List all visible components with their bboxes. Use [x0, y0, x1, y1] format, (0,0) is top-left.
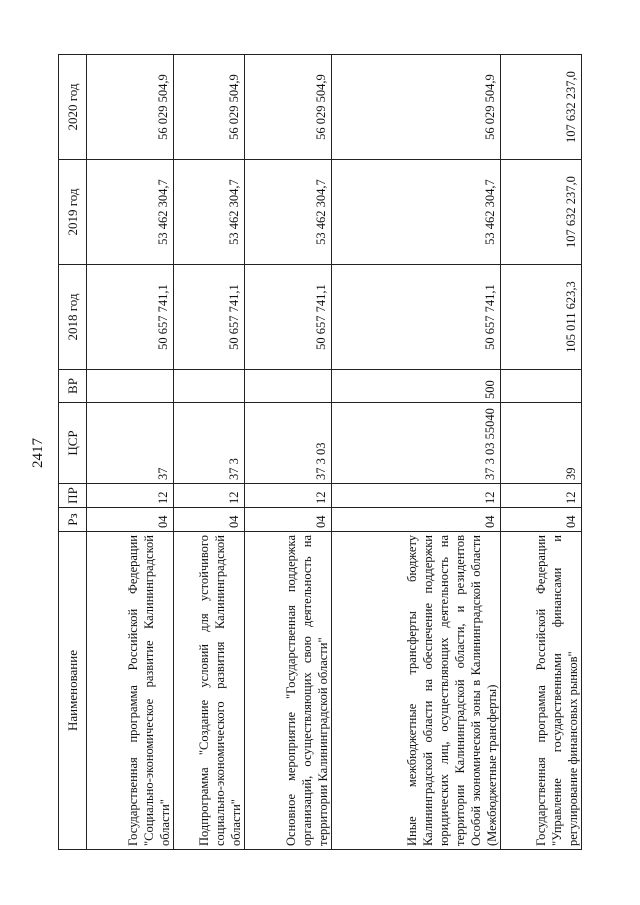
row-value-2019: 53 462 304,7 [174, 160, 245, 265]
row-value-2018: 50 657 741,1 [332, 265, 501, 370]
row-csr: 37 3 03 [245, 403, 332, 484]
budget-table-container [58, 55, 613, 850]
header-csr: ЦСР [59, 403, 87, 484]
table-row [245, 55, 332, 850]
row-value-2018: 50 657 741,1 [174, 265, 245, 370]
row-pr: 12 [332, 484, 501, 508]
header-2018: 2018 год [59, 265, 87, 370]
table-row [174, 55, 245, 850]
row-value-2019: 53 462 304,7 [245, 160, 332, 265]
row-csr: 37 [87, 403, 174, 484]
row-value-2020: 56 029 504,9 [245, 55, 332, 160]
row-name: Государственная программа Российской Федерации "Управление государственными финансами и регулирование финансовых рынков" [501, 532, 582, 850]
row-vr [174, 370, 245, 403]
row-value-2018: 50 657 741,1 [245, 265, 332, 370]
row-value-2020: 56 029 504,9 [332, 55, 501, 160]
row-rz: 04 [245, 508, 332, 532]
row-vr: 500 [332, 370, 501, 403]
header-pr: ПР [59, 484, 87, 508]
header-vr: ВР [59, 370, 87, 403]
row-pr: 12 [87, 484, 174, 508]
row-pr: 12 [245, 484, 332, 508]
row-rz: 04 [87, 508, 174, 532]
row-value-2020: 56 029 504,9 [87, 55, 174, 160]
row-value-2018: 50 657 741,1 [87, 265, 174, 370]
row-name: Иные межбюджетные трансферты бюджету Калининградской области на обеспечение поддержки юридических лиц, осуществляющих деятельность на территории Калининградской области, и резидентов Особой экономической зоны в Калининградской области (Межбюджетные трансферты) [332, 532, 501, 850]
row-pr: 12 [174, 484, 245, 508]
row-value-2020: 56 029 504,9 [174, 55, 245, 160]
row-vr [245, 370, 332, 403]
row-name: Государственная программа Российской Федерации "Социально-экономическое развитие Калининградской области" [87, 532, 174, 850]
header-2019: 2019 год [59, 160, 87, 265]
table-header-row [59, 55, 87, 850]
row-value-2019: 107 632 237,0 [501, 160, 582, 265]
row-rz: 04 [501, 508, 582, 532]
header-rz: Рз [59, 508, 87, 532]
row-vr [87, 370, 174, 403]
row-vr [501, 370, 582, 403]
row-name: Подпрограмма "Создание условий для устойчивого социально-экономического развития Калининградской области" [174, 532, 245, 850]
row-value-2020: 107 632 237,0 [501, 55, 582, 160]
row-rz: 04 [332, 508, 501, 532]
row-csr: 37 3 [174, 403, 245, 484]
header-name: Наименование [59, 532, 87, 850]
row-csr: 39 [501, 403, 582, 484]
row-value-2019: 53 462 304,7 [87, 160, 174, 265]
table-row [501, 55, 582, 850]
budget-table [58, 54, 582, 850]
table-row [87, 55, 174, 850]
row-pr: 12 [501, 484, 582, 508]
row-csr: 37 3 03 55040 [332, 403, 501, 484]
row-value-2018: 105 011 623,3 [501, 265, 582, 370]
table-row [332, 55, 501, 850]
page-number: 2417 [30, 438, 46, 468]
row-name: Основное мероприятие "Государственная поддержка организаций, осуществляющих свою деятельность на территории Калининградской области" [245, 532, 332, 850]
row-value-2019: 53 462 304,7 [332, 160, 501, 265]
header-2020: 2020 год [59, 55, 87, 160]
row-rz: 04 [174, 508, 245, 532]
